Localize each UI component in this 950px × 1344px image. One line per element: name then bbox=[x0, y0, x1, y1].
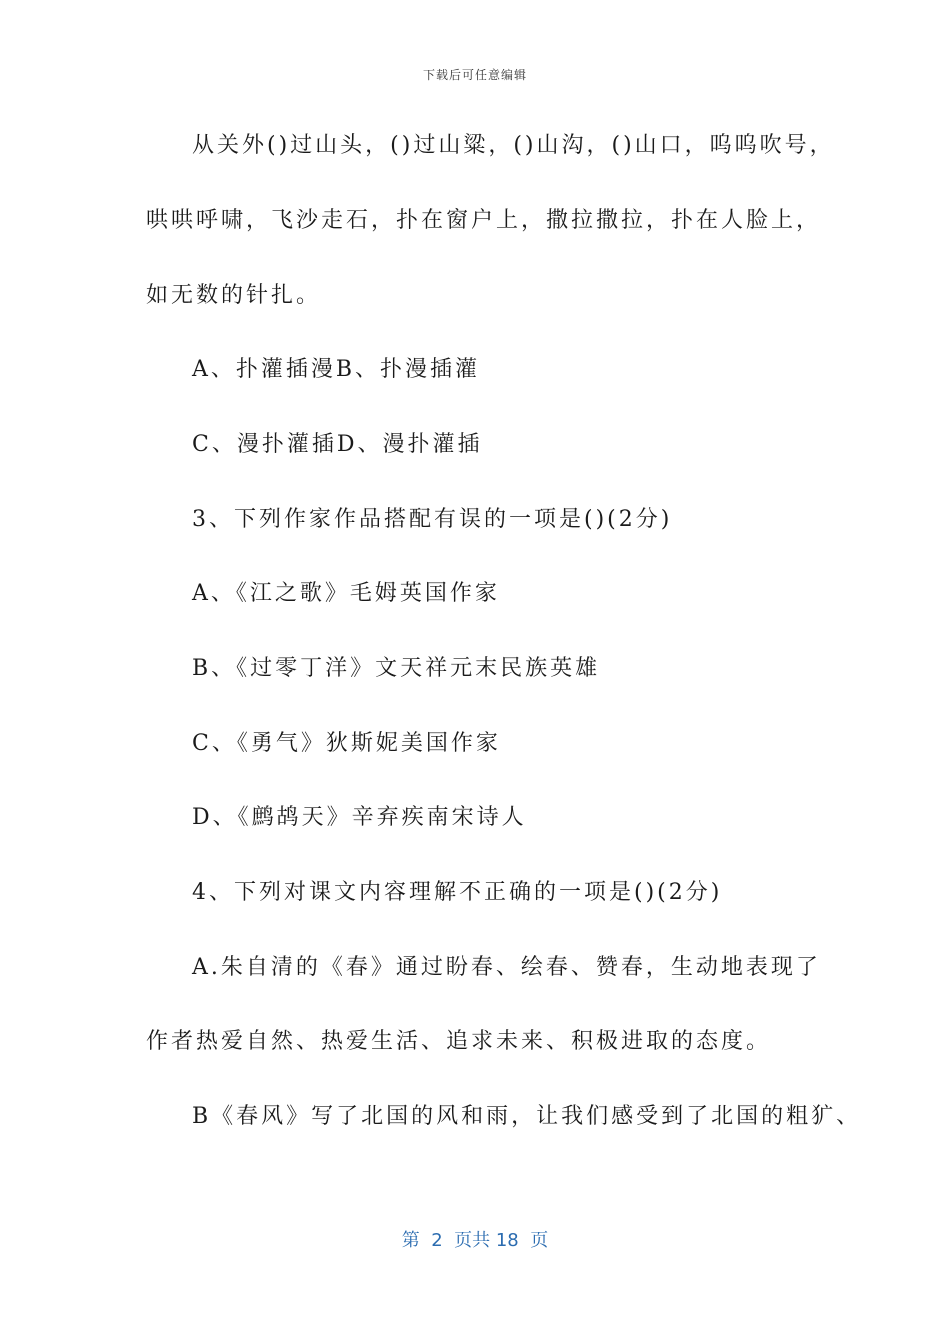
text-line-3: 如无数的针扎。 bbox=[146, 283, 322, 308]
text-line-2: 哄哄呼啸，飞沙走石，扑在窗户上，撒拉撒拉，扑在人脸上， bbox=[146, 208, 822, 233]
q4-option-a-line-1: A.朱自清的《春》通过盼春、绘春、赞春，生动地表现了 bbox=[192, 955, 821, 980]
option-line-c-d: C、漫扑灌插D、漫扑灌插 bbox=[192, 432, 483, 457]
q3-option-d: D、《鹧鸪天》辛弃疾南宋诗人 bbox=[192, 805, 527, 830]
q3-option-b: B、《过零丁洋》文天祥元末民族英雄 bbox=[192, 656, 601, 681]
text-line-1: 从关外()过山头，()过山粱，()山沟，()山口，呜呜吹号， bbox=[192, 133, 835, 158]
q4-option-b-line-1: B《春风》写了北国的风和雨，让我们感受到了北国的粗犷、 bbox=[192, 1104, 862, 1129]
q3-option-c: C、《勇气》狄斯妮美国作家 bbox=[192, 731, 501, 756]
page-footer: 第 2 页共 18 页 bbox=[401, 1230, 549, 1251]
page-header: 下载后可任意编辑 bbox=[422, 68, 527, 82]
question-4: 4、下列对课文内容理解不正确的一项是()(2分) bbox=[192, 880, 723, 905]
q4-option-a-line-2: 作者热爱自然、热爱生活、追求未来、积极进取的态度。 bbox=[146, 1029, 772, 1054]
question-3: 3、下列作家作品搭配有误的一项是()(2分) bbox=[192, 507, 673, 532]
option-line-a-b: A、扑灌插漫B、扑漫插灌 bbox=[192, 357, 481, 382]
q3-option-a: A、《江之歌》毛姆英国作家 bbox=[192, 581, 500, 606]
